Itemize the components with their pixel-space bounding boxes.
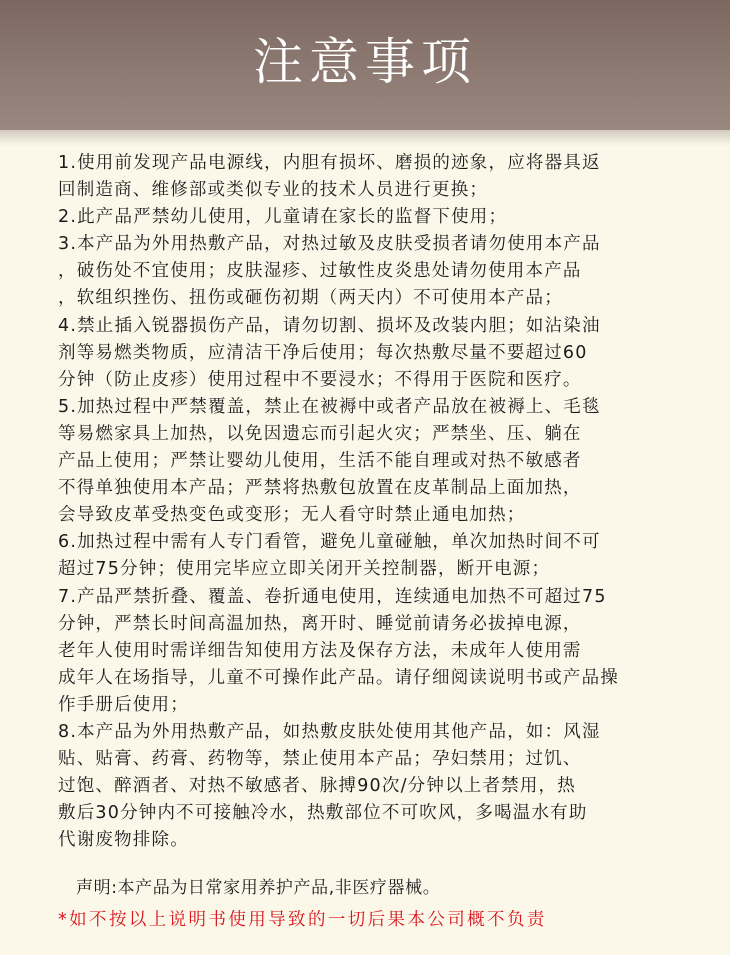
note-line: 分钟，严禁长时间高温加热，离开时、睡觉前请务必拔掉电源， xyxy=(58,613,582,634)
note-line: 作手册后使用； xyxy=(58,694,189,715)
statement-text: 声明:本产品为日常家用养护产品,非医疗器械。 xyxy=(76,878,441,898)
note-line: ，软组织挫伤、扭伤或砸伤初期（两天内）不可使用本产品； xyxy=(58,288,563,309)
note-line: 8.本产品为外用热敷产品，如热敷皮肤处使用其他产品，如：风湿 xyxy=(58,721,601,742)
note-line: 不得单独使用本产品；严禁将热敷包放置在皮革制品上面加热， xyxy=(58,478,582,499)
disclaimer-text: *如不按以上说明书使用导致的一切后果本公司概不负责 xyxy=(58,910,547,930)
note-line: 5.加热过程中严禁覆盖，禁止在被褥中或者产品放在被褥上、毛毯 xyxy=(58,396,601,417)
note-item xyxy=(58,529,678,583)
notes-list xyxy=(58,150,678,854)
note-line: 会导致皮革受热变色或变形；无人看守时禁止通电加热； xyxy=(58,505,526,526)
note-line: 回制造商、维修部或类似专业的技术人员进行更换； xyxy=(58,180,489,201)
note-line: 超过75分钟；使用完毕应立即关闭开关控制器，断开电源； xyxy=(58,559,551,580)
note-item xyxy=(58,231,678,312)
note-line: 1.使用前发现产品电源线，内胆有损坏、磨损的迹象，应将器具返 xyxy=(58,153,601,173)
note-line: 3.本产品为外用热敷产品，对热过敏及皮肤受损者请勿使用本产品 xyxy=(58,234,601,255)
note-item xyxy=(58,204,678,231)
note-line: 代谢废物排除。 xyxy=(58,830,189,851)
note-line: 4.禁止插入锐器损伤产品，请勿切割、损坏及改装内胆；如沾染油 xyxy=(58,315,601,336)
note-item xyxy=(58,394,678,529)
note-line: 老年人使用时需详细告知使用方法及保存方法，未成年人使用需 xyxy=(58,640,582,661)
note-item xyxy=(58,150,678,204)
note-line: 分钟（防止皮疹）使用过程中不要浸水；不得用于医院和医疗。 xyxy=(58,369,582,390)
note-line: ，破伤处不宜使用；皮肤湿疹、过敏性皮炎患处请勿使用本产品 xyxy=(58,261,582,282)
note-line: 成年人在场指导，儿童不可操作此产品。请仔细阅读说明书或产品操 xyxy=(58,667,619,688)
note-line: 等易燃家具上加热，以免因遗忘而引起火灾；严禁坐、压、躺在 xyxy=(58,423,582,444)
note-line: 7.产品严禁折叠、覆盖、卷折通电使用，连续通电加热不可超过75 xyxy=(58,586,607,607)
note-item xyxy=(58,584,678,719)
note-line: 产品上使用；严禁让婴幼儿使用，生活不能自理或对热不敏感者 xyxy=(58,451,582,472)
note-line: 贴、贴膏、药膏、药物等，禁止使用本产品；孕妇禁用；过饥、 xyxy=(58,749,582,770)
note-item xyxy=(58,313,678,394)
note-line: 过饱、醉酒者、对热不敏感者、脉搏90次/分钟以上者禁用，热 xyxy=(58,776,576,797)
note-line: 敷后30分钟内不可接触冷水，热敷部位不可吹风，多喝温水有助 xyxy=(58,803,588,824)
note-item xyxy=(58,719,678,854)
banner-fade xyxy=(0,124,730,146)
note-line: 剂等易燃类物质，应清洁干净后使用；每次热敷尽量不要超过60 xyxy=(58,342,588,363)
page-title: 注意事项 xyxy=(253,33,477,91)
note-line: 2.此产品严禁幼儿使用，儿童请在家长的监督下使用； xyxy=(58,207,508,228)
note-line: 6.加热过程中需有人专门看管，避免儿童碰触，单次加热时间不可 xyxy=(58,532,601,553)
